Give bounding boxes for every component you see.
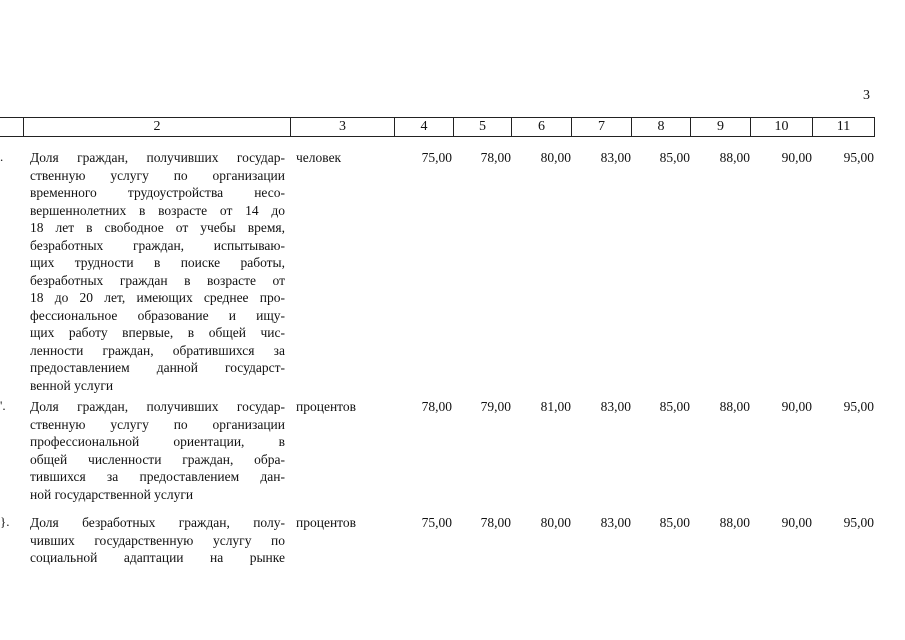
value-col11: 95,00	[843, 515, 874, 530]
description-line: ной государственной услуги	[30, 486, 194, 502]
header-cell-col11: 11	[813, 118, 875, 136]
row-description	[30, 149, 285, 394]
value-col6: 80,00	[540, 150, 571, 165]
value-col11: 95,00	[843, 150, 874, 165]
description-line: чивших государственную услугу по	[30, 532, 285, 548]
description-line: социальной адаптации на рынке	[30, 550, 285, 565]
description-line: 18 до 20 лет, имеющих среднее про-	[30, 290, 285, 305]
value-col11: 95,00	[843, 399, 874, 414]
row-unit: процентов	[296, 515, 357, 530]
description-line: щих трудности в поиске работы,	[30, 255, 285, 270]
value-col10: 90,00	[781, 150, 812, 165]
description-line: временного трудоустройства несо-	[30, 185, 285, 200]
header-cell-col3: 3	[291, 118, 395, 136]
header-cell-col4: 4	[395, 118, 454, 136]
header-cell-col9: 9	[691, 118, 751, 136]
description-line: безработных граждан в возрасте от	[30, 272, 285, 288]
description-line: профессиональной ориентации, в	[30, 434, 285, 449]
description-line: ственную услугу по организации	[30, 167, 285, 183]
description-line: предоставлением данной государст-	[30, 360, 285, 375]
value-col10: 90,00	[781, 399, 812, 414]
row-description	[30, 514, 285, 567]
description-line: тившихся за предоставлением дан-	[30, 469, 285, 484]
value-col8: 85,00	[659, 515, 690, 530]
description-line: венной услуги	[30, 377, 114, 393]
description-line: ственную услугу по организации	[30, 416, 285, 432]
value-col7: 83,00	[600, 399, 631, 414]
value-col8: 85,00	[659, 150, 690, 165]
header-cell-col8: 8	[632, 118, 691, 136]
description-line: фессиональное образование и ищу-	[30, 307, 285, 323]
description-line: 18 лет в свободное от учебы время,	[30, 220, 285, 235]
value-col9: 88,00	[719, 515, 750, 530]
description-line: ленности граждан, обратившихся за	[30, 342, 285, 358]
value-col5: 78,00	[480, 515, 511, 530]
value-col8: 85,00	[659, 399, 690, 414]
description-line: щих работу впервые, в общей чис-	[30, 325, 285, 340]
value-col6: 81,00	[540, 399, 571, 414]
row-unit: человек	[296, 150, 342, 165]
header-cell-col6: 6	[512, 118, 572, 136]
header-cell-col10: 10	[751, 118, 813, 136]
table-header	[0, 117, 875, 137]
header-cell-col5: 5	[454, 118, 512, 136]
row-unit: процентов	[296, 399, 357, 414]
value-col5: 78,00	[480, 150, 511, 165]
row-number: .	[0, 149, 4, 164]
header-cell-col7: 7	[572, 118, 632, 136]
value-col5: 79,00	[480, 399, 511, 414]
page-number: 3	[863, 88, 870, 103]
value-col9: 88,00	[719, 399, 750, 414]
value-col4: 78,00	[421, 399, 452, 414]
value-col6: 80,00	[540, 515, 571, 530]
header-cell-col2: 2	[24, 118, 291, 136]
value-col4: 75,00	[421, 150, 452, 165]
description-line: Доля граждан, получивших государ-	[30, 150, 285, 165]
value-col7: 83,00	[600, 150, 631, 165]
value-col7: 83,00	[600, 515, 631, 530]
value-col4: 75,00	[421, 515, 452, 530]
value-col10: 90,00	[781, 515, 812, 530]
description-line: Доля граждан, получивших государ-	[30, 399, 285, 414]
description-line: безработных граждан, испытываю-	[30, 237, 285, 253]
row-number: }.	[0, 514, 10, 529]
header-cell-col1	[0, 118, 24, 136]
description-line: Доля безработных граждан, полу-	[30, 515, 285, 530]
description-line: вершеннолетних в возрасте от 14 до	[30, 202, 285, 218]
row-number: '.	[0, 398, 6, 413]
value-col9: 88,00	[719, 150, 750, 165]
row-description	[30, 398, 285, 503]
description-line: общей численности граждан, обра-	[30, 451, 285, 467]
